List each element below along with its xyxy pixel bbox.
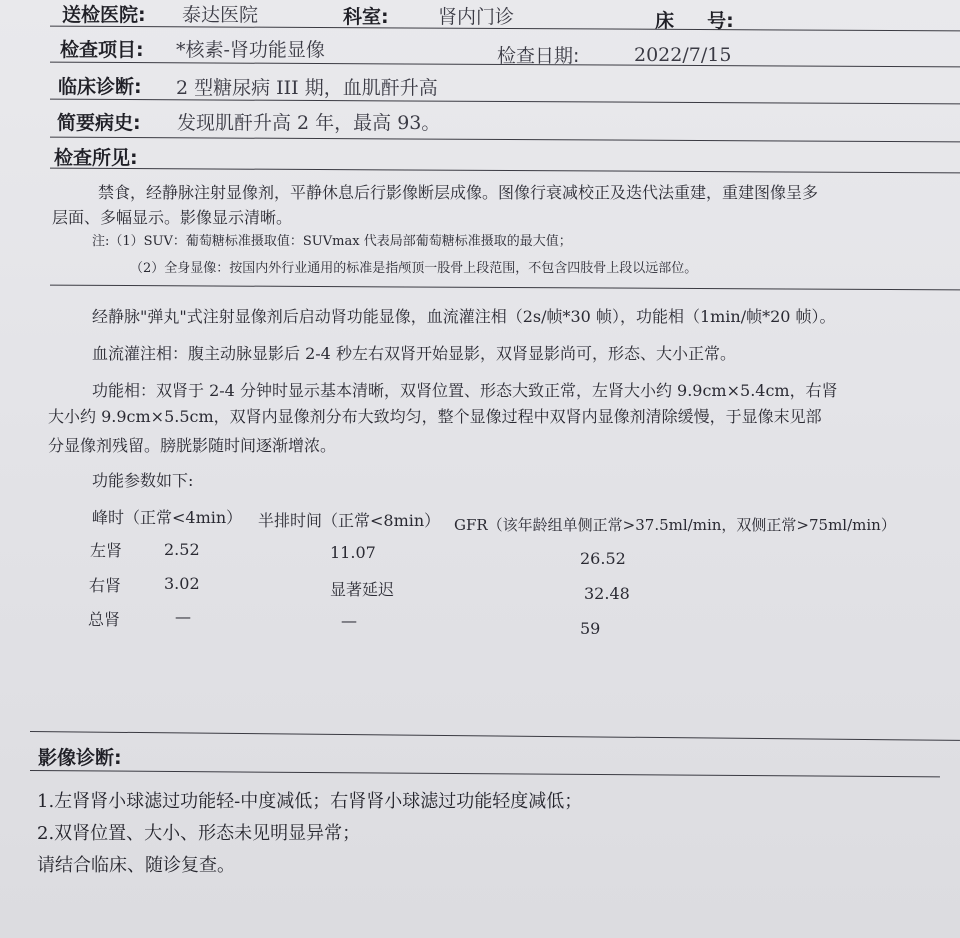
diagnosis-line-1: 1.左肾肾小球滤过功能轻-中度减低；右肾肾小球滤过功能轻度减低； bbox=[37, 791, 583, 812]
rule-line bbox=[30, 731, 960, 741]
rule-line bbox=[50, 99, 960, 105]
rule-line bbox=[50, 137, 960, 143]
department-label: 科室: bbox=[343, 6, 389, 28]
findings-paragraph-3-line-1: 功能相：双肾于 2-4 分钟时显示基本清晰，双肾位置、形态大致正常，左肾大小约 9.9cm×5.4cm，右肾 bbox=[92, 381, 838, 400]
note-suv: 注:（1）SUV：葡萄糖标准摄取值：SUVmax 代表局部葡萄糖标准摄取的最大值； bbox=[92, 234, 572, 249]
row-name: 总肾 bbox=[88, 610, 121, 629]
rule-line bbox=[30, 770, 940, 777]
row-half-time: 显著延迟 bbox=[330, 580, 395, 599]
findings-label: 检查所见: bbox=[54, 147, 138, 169]
findings-paragraph-3-line-2: 大小约 9.9cm×5.5cm，双肾内显像剂分布大致均匀，整个显像过程中双肾内显像剂清除缓慢，于显像末见部 bbox=[48, 407, 822, 426]
rule-line bbox=[50, 168, 960, 174]
method-line-1: 禁食，经静脉注射显像剂，平静休息后行影像断层成像。图像行衰减校正及迭代法重建，重建图像呈多 bbox=[98, 183, 819, 202]
rule-line bbox=[50, 285, 960, 291]
bed-label: 床 号: bbox=[655, 10, 734, 32]
col-header-half-time: 半排时间（正常<8min） bbox=[258, 511, 441, 530]
row-name: 左肾 bbox=[90, 541, 123, 560]
row-gfr: 32.48 bbox=[584, 584, 630, 603]
department-value: 肾内门诊 bbox=[438, 6, 515, 28]
imaging-diagnosis-label: 影像诊断: bbox=[38, 747, 122, 769]
exam-date-value: 2022/7/15 bbox=[634, 44, 732, 66]
findings-paragraph-3-line-3: 分显像剂残留。膀胱影随时间逐渐增浓。 bbox=[48, 436, 337, 455]
note-whole-body: （2）全身显像：按国内外行业通用的标准是指颅顶一股骨上段范围，不包含四肢骨上段以远部位。 bbox=[130, 261, 698, 276]
diagnosis-line-2: 2.双肾位置、大小、形态未见明显异常； bbox=[37, 823, 361, 844]
diagnosis-line-3: 请结合临床、随诊复查。 bbox=[37, 855, 235, 876]
findings-paragraph-2: 血流灌注相：腹主动脉显影后 2-4 秒左右双肾开始显影，双肾显影尚可，形态、大小正常。 bbox=[92, 344, 736, 363]
clinical-diagnosis-label: 临床诊断: bbox=[58, 76, 142, 98]
row-name: 右肾 bbox=[89, 576, 122, 595]
row-peak: 2.52 bbox=[164, 540, 200, 559]
row-peak: 3.02 bbox=[164, 574, 200, 593]
params-title: 功能参数如下: bbox=[92, 471, 194, 490]
row-half-time: 11.07 bbox=[330, 543, 376, 562]
history-value: 发现肌酐升高 2 年，最高 93。 bbox=[177, 112, 441, 134]
hospital-label: 送检医院: bbox=[62, 4, 146, 26]
row-gfr: 59 bbox=[580, 619, 601, 638]
findings-paragraph-1: 经静脉"弹丸"式注射显像剂后启动肾功能显像，血流灌注相（2s/帧*30 帧），功能相（1min/帧*20 帧）。 bbox=[92, 307, 836, 326]
col-header-peak: 峰时（正常<4min） bbox=[92, 508, 243, 527]
row-peak: — bbox=[175, 607, 191, 626]
row-half-time: — bbox=[341, 611, 357, 630]
exam-item-value: *核素-肾功能显像 bbox=[176, 39, 325, 61]
clinical-diagnosis-value: 2 型糖尿病 III 期，血肌酐升高 bbox=[176, 77, 438, 99]
history-label: 简要病史: bbox=[57, 112, 141, 134]
exam-date-label: 检查日期: bbox=[497, 45, 580, 67]
col-header-gfr: GFR（该年龄组单侧正常>37.5ml/min，双侧正常>75ml/min） bbox=[454, 516, 896, 534]
hospital-value: 泰达医院 bbox=[182, 4, 259, 26]
row-gfr: 26.52 bbox=[580, 549, 626, 568]
exam-item-label: 检查项目: bbox=[60, 39, 144, 61]
method-line-2: 层面、多幅显示。影像显示清晰。 bbox=[52, 208, 293, 227]
